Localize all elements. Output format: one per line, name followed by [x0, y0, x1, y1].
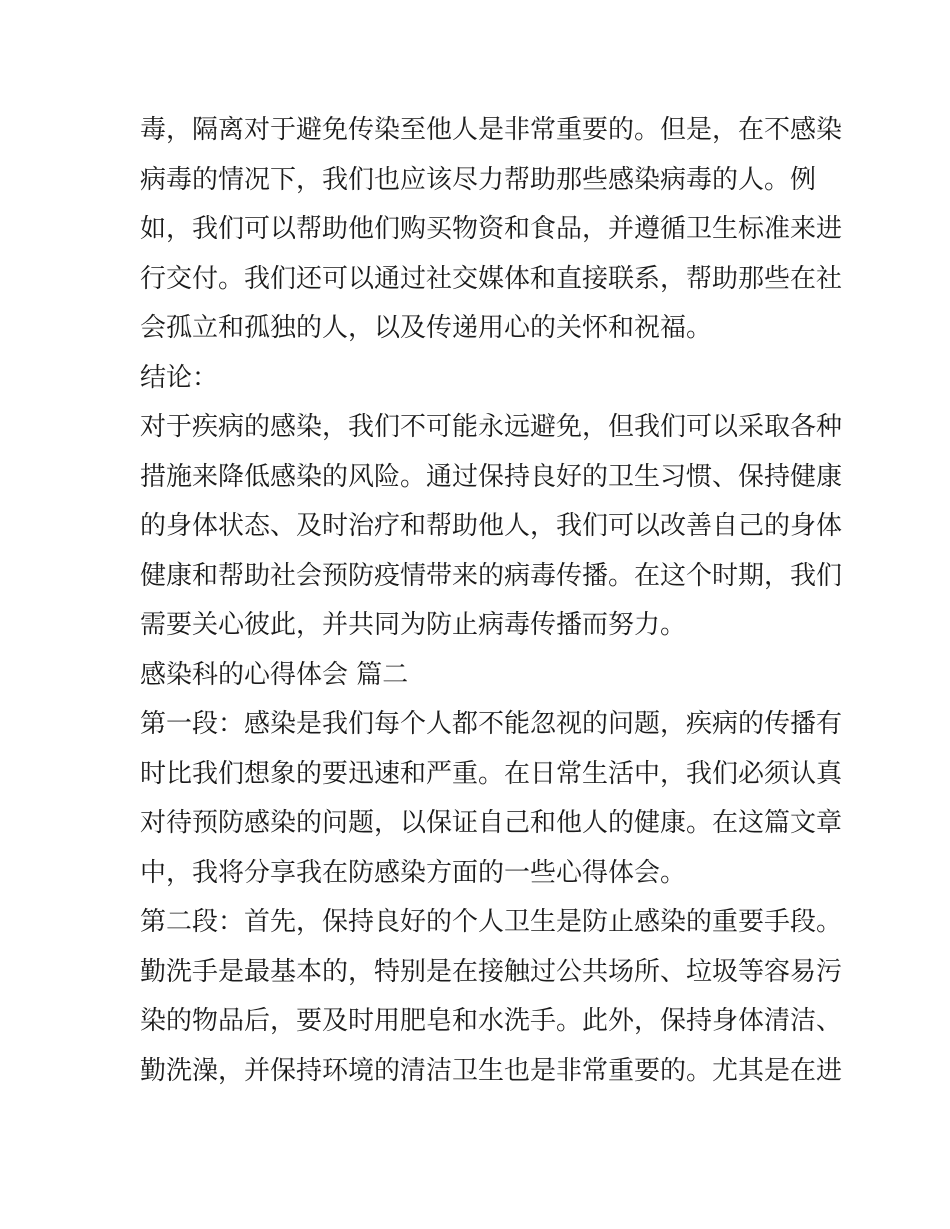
text-line: 措施来降低感染的风险。通过保持良好的卫生习惯、保持健康	[140, 461, 843, 492]
text-line: 勤洗手是最基本的，特别是在接触过公共场所、垃圾等容易污	[140, 956, 843, 987]
text-line: 中，我将分享我在防感染方面的一些心得体会。	[140, 857, 687, 888]
text-line: 会孤立和孤独的人，以及传递用心的关怀和祝福。	[140, 313, 713, 343]
section-heading-part-two: 感染科的心得体会 篇二	[140, 659, 409, 690]
text-line: 病毒的情况下，我们也应该尽力帮助那些感染病毒的人。例	[140, 164, 817, 195]
document-body	[140, 106, 843, 1096]
text-line: 染的物品后，要及时用肥皂和水洗手。此外，保持身体清洁、	[140, 1006, 843, 1036]
text-line: 第二段：首先，保持良好的个人卫生是防止感染的重要手段。	[140, 907, 843, 937]
text-line: 行交付。我们还可以通过社交媒体和直接联系，帮助那些在社	[140, 263, 843, 294]
text-line: 第一段：感染是我们每个人都不能忽视的问题，疾病的传播有	[140, 709, 843, 739]
text-line: 时比我们想象的要迅速和严重。在日常生活中，我们必须认真	[140, 758, 843, 789]
text-line: 需要关心彼此，并共同为防止病毒传播而努力。	[140, 610, 687, 640]
text-line: 的身体状态、及时治疗和帮助他人，我们可以改善自己的身体	[140, 511, 843, 541]
section-heading-conclusion: 结论：	[140, 362, 219, 393]
text-line: 对于疾病的感染，我们不可能永远避免，但我们可以采取各种	[140, 412, 843, 442]
text-line: 对待预防感染的问题，以保证自己和他人的健康。在这篇文章	[140, 808, 843, 838]
text-line: 如，我们可以帮助他们购买物资和食品，并遵循卫生标准来进	[140, 214, 843, 244]
text-line: 健康和帮助社会预防疫情带来的病毒传播。在这个时期，我们	[140, 560, 843, 591]
text-line: 勤洗澡，并保持环境的清洁卫生也是非常重要的。尤其是在进	[140, 1055, 843, 1086]
text-line: 毒，隔离对于避免传染至他人是非常重要的。但是，在不感染	[140, 115, 843, 145]
